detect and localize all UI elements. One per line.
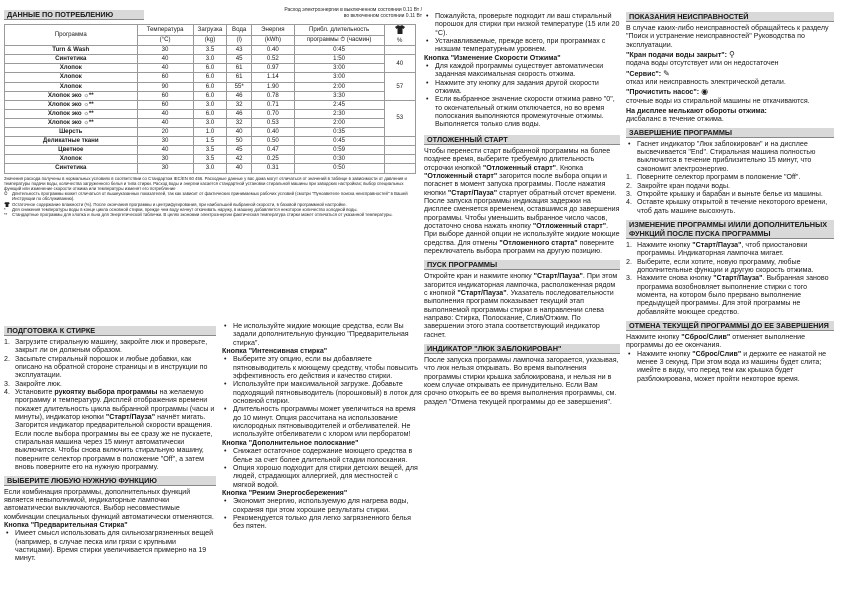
cancel-list xyxy=(626,350,834,383)
delay-paragraph-1: Чтобы перенести старт выбранной программы на более позднее время, выберите требуемую длительность отсрочки кнопкой "Отложенный старт". Кнопка "Отложенный старт" загорится после выбора опции и погаснет в момент запуска программы. После нажатия кнопки "Старт/Пауза" стартует обратный отсчет времени. xyxy=(424,146,617,197)
spin-item: • Если выбранное значение скорости отжима равно "0", то окончательный отжим отключается, но во время полоскания выполняются промежуточные отжимы. Выполняется только слив воды. xyxy=(424,95,620,128)
table-cell: 40 xyxy=(137,146,193,155)
intensive-item: • Длительность программы может увеличиться на время до 10 минут. Опция рассчитана на использование кислородных пятновыводителей и отбеливателей. Не используйте отбеливатели с хлором или перборатом! xyxy=(222,405,422,438)
table-cell: 3.0 xyxy=(193,164,227,173)
unit-water: (l) xyxy=(227,35,252,46)
table-cell: 30 xyxy=(137,155,193,164)
start-paragraph: Откройте кран и нажмите кнопку "Старт/Пауза". При этом загорится индикаторная лампочка, расположенная рядом с кнопкой "Старт/Пауза". Указатель последовательности выполнения программ показывает текущий этап выполняемой программы стирки в направлении слева направо: Стирка, Полоскание, Слив/Отжим. По завершении этого этапа соответствующий индикатор гаснет. xyxy=(424,272,618,339)
table-cell: 0.50 xyxy=(252,137,295,146)
consumption-header-row xyxy=(4,7,422,22)
col-header-water: Вода xyxy=(227,25,252,36)
table-row xyxy=(5,137,416,146)
program-name-cell: Хлопок xyxy=(5,73,138,82)
prewash-continued-list xyxy=(222,322,422,347)
table-cell: 0.52 xyxy=(252,55,295,64)
table-cell: 40 xyxy=(137,109,193,118)
eco-item: • Рекомендуется только для легко загрязненного белья без пятен. xyxy=(222,514,422,531)
spin-item: • Нажмите эту кнопку для задания другой скорости отжима. xyxy=(424,79,620,96)
table-cell: 0:45 xyxy=(294,137,384,146)
table-cell: 42 xyxy=(227,155,252,164)
table-cell: 6.0 xyxy=(193,82,227,91)
moisture-cell: 40 xyxy=(384,55,415,73)
table-cell: 61 xyxy=(227,64,252,73)
table-row xyxy=(5,82,416,91)
column-1 xyxy=(4,7,422,22)
table-cell: 0.47 xyxy=(252,146,295,155)
delay-paragraph-2: После запуска программы индикация задержки на дисплее сменяется временем, оставшимся до завершения программы. Чтобы уменьшить выбранное число часов, достаточно снова нажать кнопку "Отложенный старт". При выборе данной опции не используйте жидкие моющие средства. Для отмены "Отложенного старта" поверните переключатель выбора программ на другую позицию. xyxy=(424,196,620,255)
table-cell: 32 xyxy=(227,118,252,127)
spin-title: Кнопка "Изменение Скорости Отжима" xyxy=(424,53,561,62)
lowtemp-list xyxy=(424,12,620,54)
program-name-cell: Синтетика xyxy=(5,164,138,173)
table-cell: 1.5 xyxy=(193,137,227,146)
moisture-cell: 53 xyxy=(384,100,415,136)
lowtemp-item: • Устанавливаемые, прежде всего, при программах с низшим температурным уровнем. xyxy=(424,37,620,54)
end-steps xyxy=(626,173,834,215)
moisture-cell xyxy=(384,146,415,155)
table-cell: 40 xyxy=(137,55,193,64)
table-cell: 2:45 xyxy=(294,100,384,109)
end-step: 3. Откройте крышку и барабан и выньте белье из машины. xyxy=(626,189,823,198)
end-step: 2. Закройте кран подачи воды. xyxy=(626,181,731,190)
table-cell: 3.5 xyxy=(193,46,227,55)
moisture-cell xyxy=(384,46,415,55)
table-cell: 40 xyxy=(227,128,252,137)
section-header-delay: ОТЛОЖЕННЫЙ СТАРТ xyxy=(424,135,620,145)
table-cell: 55* xyxy=(227,82,252,91)
cancel-item: • Нажмите кнопку "Сброс/Слив" и держите ее нажатой не менее 3 секунд. При этом вода из машины будет слита; имейте в виду, что перед тем как крышка будет разблокирована, может пройти некоторое время. xyxy=(626,350,834,383)
table-cell: 46 xyxy=(227,109,252,118)
prep-step: 4. Установите рукоятку выбора программы на желаемую программу и температуру. Дисплей отображения времени покажет длительность цикла выбранной программы (часы и минуты), индикатор кнопки "Старт/Пауза" начнёт мигать. Загорится индикатор предварительной скорости вращения. Если после выбора программы вы ее сразу же не пускаете, стиральная машина через 15 минут автоматически выключится. Чтобы снова включить стиральную машину, поверните селектор программ в положение "Off", а затем вновь поверните его на нужную программу. xyxy=(4,388,215,472)
table-cell: 40 xyxy=(227,164,252,173)
section-header-prep: ПОДГОТОВКА К СТИРКЕ xyxy=(4,326,216,336)
program-name-cell: Цветное xyxy=(5,146,138,155)
table-row xyxy=(5,73,416,82)
eco-item: • Экономит энергию, используемую для нагрева воды, сохраняя при этом хорошие результаты стирки. xyxy=(222,497,422,514)
table-cell: 2:00 xyxy=(294,82,384,91)
table-row xyxy=(5,109,416,118)
end-step: 1. Поверните селектор программ в положение "Off". xyxy=(626,173,801,182)
end-bullet: • Гаснет индикатор "Люк заблокирован" и на дисплее высвечивается "End". Стиральная машина полностью выключится в течение приблизительно 15 минут, что сэкономит электроэнергию. xyxy=(626,140,834,173)
tshirt-icon xyxy=(395,25,405,36)
table-cell: 3.5 xyxy=(193,155,227,164)
prep-step: 1. Загрузите стиральную машину, закройте люк и проверьте, закрыт ли он должным образом. xyxy=(4,338,208,355)
consumption-footnotes xyxy=(4,176,416,218)
table-cell: 0:30 xyxy=(294,155,384,164)
section-header-consumption: ДАННЫЕ ПО ПОТРЕБЛЕНИЮ xyxy=(4,10,144,20)
table-cell: 3:00 xyxy=(294,64,384,73)
table-cell: 43 xyxy=(227,46,252,55)
functions-intro: Если комбинация программы, дополнительных функций является невыполнимой, индикаторные лампочки автоматически выключаются. Выбор несовместимые комбинации специальных функций автоматически отменяются. xyxy=(4,487,214,521)
consumption-table xyxy=(4,24,416,174)
table-row xyxy=(5,164,416,173)
table-cell: 0.97 xyxy=(252,64,295,73)
table-row xyxy=(5,46,416,55)
change-steps xyxy=(626,241,834,316)
lock-paragraph: После запуска программы лампочка загорается, указывая, что люк нельзя открывать. Во время выполнения программы стирки крышка заблокирована, и нельзя ни в коем случае открывать ее принудительно. Если Вам срочно откорыть ее во время выполнения программы, см. раздел "Отмена текущей программы до ее завершения". xyxy=(424,356,619,406)
col-header-moisture: % xyxy=(384,25,415,46)
table-cell: 0:59 xyxy=(294,146,384,155)
table-row xyxy=(5,100,416,109)
table-cell: 0.71 xyxy=(252,100,295,109)
tap-icon: ⚲ xyxy=(729,50,735,60)
table-cell: 6.0 xyxy=(193,109,227,118)
program-name-cell: Хлопок эко ☼** xyxy=(5,118,138,127)
section-header-lock: ИНДИКАТОР "ЛЮК ЗАБЛОКИРОВАН" xyxy=(424,344,620,354)
table-cell: 30 xyxy=(137,137,193,146)
program-name-cell: Хлопок эко ☼** xyxy=(5,91,138,100)
table-cell: 1.14 xyxy=(252,73,295,82)
power-note: Расход электроэнергии в выключенном состоянии 0.11 Вт / во включенном состоянии 0.11 Вт xyxy=(284,7,422,19)
change-step: 1. Нажмите кнопку "Старт/Пауза", чтоб приостановки программы. Индикаторная лампочка мигает. xyxy=(626,240,808,258)
section-header-cancel: ОТМЕНА ТЕКУЩЕЙ ПРОГРАММЫ ДО ЕЕ ЗАВЕРШЕНИЯ xyxy=(626,321,834,331)
table-cell: 40 xyxy=(137,118,193,127)
table-cell: 30 xyxy=(137,46,193,55)
prewash-liquid-note: • Не используйте жидкие моющие средства, если Вы задали дополнительную функцию "Предварительная стирка". xyxy=(222,322,422,347)
table-cell: 6.0 xyxy=(193,64,227,73)
table-cell: 0.40 xyxy=(252,46,295,55)
rinse-list xyxy=(222,447,422,489)
section-header-change: ИЗМЕНЕНИЕ ПРОГРАММЫ И/ИЛИ ДОПОЛНИТЕЛЬНЫХ ФУНКЦИЙ ПОСЛЕ ПУСКА ПРОГРАММЫ xyxy=(626,220,834,239)
rinse-item: • Снижает остаточное содержание моющего средства в белье за счет более длительной стадии полоскания. xyxy=(222,447,422,464)
col-header-temp: Температура xyxy=(137,25,193,36)
section-header-faults: ПОКАЗАНИЯ НЕИСПРАВНОСТЕЙ xyxy=(626,12,834,22)
intensive-item: • Выберите эту опцию, если вы добавляете пятновыводитель к моющему средству, чтобы повысить эффективность его действия и качество стирки. xyxy=(222,355,422,380)
unit-temp: (°C) xyxy=(137,35,193,46)
fault-service: "Сервис": ✎ xyxy=(626,68,670,78)
program-name-cell: Хлопок xyxy=(5,82,138,91)
prep-steps xyxy=(4,338,216,472)
table-cell: 90 xyxy=(137,82,193,91)
table-cell: 60 xyxy=(137,73,193,82)
section-header-functions: ВЫБЕРИТЕ ЛЮБУЮ НУЖНУЮ ФУНКЦИЮ xyxy=(4,476,216,486)
spin-item: • Для каждой программы существует автоматически заданная максимальная скорость отжима. xyxy=(424,62,620,79)
table-cell: 3:30 xyxy=(294,91,384,100)
table-row xyxy=(5,146,416,155)
table-cell: 3:00 xyxy=(294,73,384,82)
lowtemp-item: • Пожалуйста, проверьте подходит ли ваш стиральный порошок для стирки при низкой температуре (15 или 20 °C). xyxy=(424,12,620,37)
column-2-lower xyxy=(222,322,422,531)
fault-spin-title: На дисплее мелькают обороты отжима: xyxy=(626,107,767,116)
moisture-cell: 57 xyxy=(384,73,415,100)
cancel-paragraph: Нажмите кнопку "Сброс/Слив" отменяет выполнение программы до ее окончания. xyxy=(626,332,806,350)
program-name-cell: Хлопок xyxy=(5,155,138,164)
col-header-duration: Прибл. длительность xyxy=(294,25,384,36)
footnote-moisture: Остаточное содержание влажности (%). После окончания программы и центрифугирования, при наибольшей выбранной скорости, в базовой программной настройке. xyxy=(4,202,416,207)
unit-energy: (kWh) xyxy=(252,35,295,46)
table-cell: 0:50 xyxy=(294,164,384,173)
footnote-duration: ⏱ Длительность программы может отличаться от вышеуказанных показателей, так как зависит от фактических принимаемых рабочих условий (смотри "Пуноавителе поиска неисправностей" в Вашей Инструкции по обслуживанию). xyxy=(4,191,408,202)
spin-list xyxy=(424,62,620,129)
table-cell: 0.53 xyxy=(252,118,295,127)
table-cell: 0.70 xyxy=(252,109,295,118)
eco-title: Кнопка "Режим Энергосбережения" xyxy=(222,488,348,497)
col-header-energy: Энергия xyxy=(252,25,295,36)
fault-pump: "Прочистить насос": ◉ xyxy=(626,87,709,97)
program-name-cell: Синтетика xyxy=(5,55,138,64)
intensive-item: • Используйте при максимальной загрузке. Добавьте подходящий пятновыводитель (порошковый) в лоток для основной стирки. xyxy=(222,380,422,405)
fault-tap-text: подача воды отсутствует или он недостаточен xyxy=(626,59,779,68)
column-4 xyxy=(626,12,834,383)
unit-duration: программы ⏱ (часмин) xyxy=(294,35,384,46)
prewash-item: • Имеет смысл использовать для сильнозагрязненных вещей (например, в случае песка или грязи с крупными частицами). Время стирки увеличивается примерно на 19 минут. xyxy=(4,529,216,562)
table-cell: 20 xyxy=(137,128,193,137)
fault-service-text: отказ или неисправность электрической детали. xyxy=(626,78,786,87)
table-cell: 3.0 xyxy=(193,100,227,109)
fault-tap: "Кран подачи воды закрыт": ⚲ xyxy=(626,50,735,60)
faults-intro: В случае каких-либо неисправностей обращайтесь к разделу "Поиск и устранение неисправностей" Руководства по эксплуатации. xyxy=(626,24,829,49)
footnote-standard: Значения расхода получены в нормальных условиях в соответствии со Стандартом IEC/EN 60 456. Расходные данные у вас дома могут отличаться от значений в таблице в зависимости от давления и температуры подачи воды, количества загруженного белья и типа стирки. Расход воды и энергии касается стандартной установки стиральной машины при заводских настройках; выбор специальных функций или изменение скорости отжима или температуры изменят его потребление xyxy=(4,175,407,191)
table-cell: 1.0 xyxy=(193,128,227,137)
footnote-star: * Для снижения температуры воды в конце цикла основной стирки, прежде чем воду начнут откачивать наружу, в машину добавляется некоторое количество холодной воды. xyxy=(4,206,358,212)
program-name-cell: Шерсть xyxy=(5,128,138,137)
end-step: 4. Оставте крышку открытой в течение некоторого времени, чтоб дать машине высохнуть. xyxy=(626,198,828,215)
table-cell: 1:50 xyxy=(294,55,384,64)
table-row xyxy=(5,128,416,137)
program-name-cell: Хлопок xyxy=(5,64,138,73)
table-cell: 3.0 xyxy=(193,55,227,64)
consumption-table-wrap xyxy=(4,24,416,217)
pump-icon: ◉ xyxy=(701,87,709,97)
change-step: 2. Выберите, если хотите, новую программу, любые дополнительные функции и другую скорость отжима. xyxy=(626,257,814,274)
table-cell: 1.90 xyxy=(252,82,295,91)
table-cell: 60 xyxy=(137,100,193,109)
moisture-cell xyxy=(384,164,415,173)
prewash-title: Кнопка "Предварительная Стирка" xyxy=(4,520,128,529)
table-cell: 2:00 xyxy=(294,118,384,127)
wrench-icon: ✎ xyxy=(663,68,670,78)
program-name-cell: Хлопок эко ☼** xyxy=(5,100,138,109)
moisture-cell xyxy=(384,155,415,164)
moisture-cell xyxy=(384,137,415,146)
fault-pump-text: сточные воды из стиральной машины не откачиваются. xyxy=(626,96,810,105)
column-3 xyxy=(424,12,620,406)
program-name-cell: Хлопок эко ☼** xyxy=(5,109,138,118)
prep-step: 2. Засыпьте стиральный порошок и любые добавки, как описано на обратной стороне страницы и в инструкции по эксплуатации. xyxy=(4,354,208,380)
table-row xyxy=(5,155,416,164)
table-cell: 0:45 xyxy=(294,46,384,55)
table-row xyxy=(5,91,416,100)
table-cell: 6.0 xyxy=(193,91,227,100)
program-name-cell: Деликатные ткани xyxy=(5,137,138,146)
col-header-load: Загрузка xyxy=(193,25,227,36)
table-cell: 0.40 xyxy=(252,128,295,137)
footnote-double-star: ** Стандартные программы для хлопка и льна для Энергетической таблички. В целях экономии электроэнергии фактическая температура стирки может отличаться от указанной температуры. xyxy=(4,211,393,217)
col-header-program: Программа xyxy=(5,25,138,46)
table-cell: 0.78 xyxy=(252,91,295,100)
table-cell: 3.5 xyxy=(193,146,227,155)
table-cell: 46 xyxy=(227,91,252,100)
table-row xyxy=(5,118,416,127)
eco-list xyxy=(222,497,422,530)
table-cell: 40 xyxy=(137,64,193,73)
end-bullet-list xyxy=(626,140,834,173)
program-name-cell: Turn & Wash xyxy=(5,46,138,55)
table-cell: 50 xyxy=(227,137,252,146)
clock-icon: ⏱ xyxy=(4,191,8,197)
table-cell: 3.0 xyxy=(193,118,227,127)
rinse-title: Кнопка "Дополнительное полоскание" xyxy=(222,438,359,447)
intensive-title: Кнопка "Интенсивная стирка" xyxy=(222,347,328,356)
table-cell: 61 xyxy=(227,73,252,82)
table-row xyxy=(5,64,416,73)
change-step: 3. Нажмите снова кнопку "Старт/Пауза". Выбранная заново программа возобновляет выполнение стирки с того момента, на котором было прервано выполнение предыдущей программы. Для этой программы не добавляйте моющее средство. xyxy=(626,274,829,316)
column-1-lower xyxy=(4,322,216,563)
table-cell: 45 xyxy=(227,146,252,155)
rinse-item: • Опция хорошо подходит для стирки детских вещей, для людей, страдающих аллергией, для местностей с мягкой водой. xyxy=(222,464,422,489)
table-cell: 60 xyxy=(137,91,193,100)
table-cell: 45 xyxy=(227,55,252,64)
table-cell: 6.0 xyxy=(193,73,227,82)
section-header-start: ПУСК ПРОГРАММЫ xyxy=(424,260,620,270)
table-cell: 0.31 xyxy=(252,164,295,173)
prewash-list xyxy=(4,529,216,562)
consumption-table-body xyxy=(5,46,416,173)
fault-spin-text: дисбаланс в течение отжима. xyxy=(626,115,724,124)
prep-step: 3. Закройте люк. xyxy=(4,379,62,388)
table-cell: 2:30 xyxy=(294,109,384,118)
table-cell: 0:35 xyxy=(294,128,384,137)
intensive-list xyxy=(222,355,422,438)
table-cell: 32 xyxy=(227,100,252,109)
unit-load: (kg) xyxy=(193,35,227,46)
table-cell: 30 xyxy=(137,164,193,173)
section-header-end: ЗАВЕРШЕНИЕ ПРОГРАММЫ xyxy=(626,128,834,138)
table-row xyxy=(5,55,416,64)
table-cell: 0.25 xyxy=(252,155,295,164)
